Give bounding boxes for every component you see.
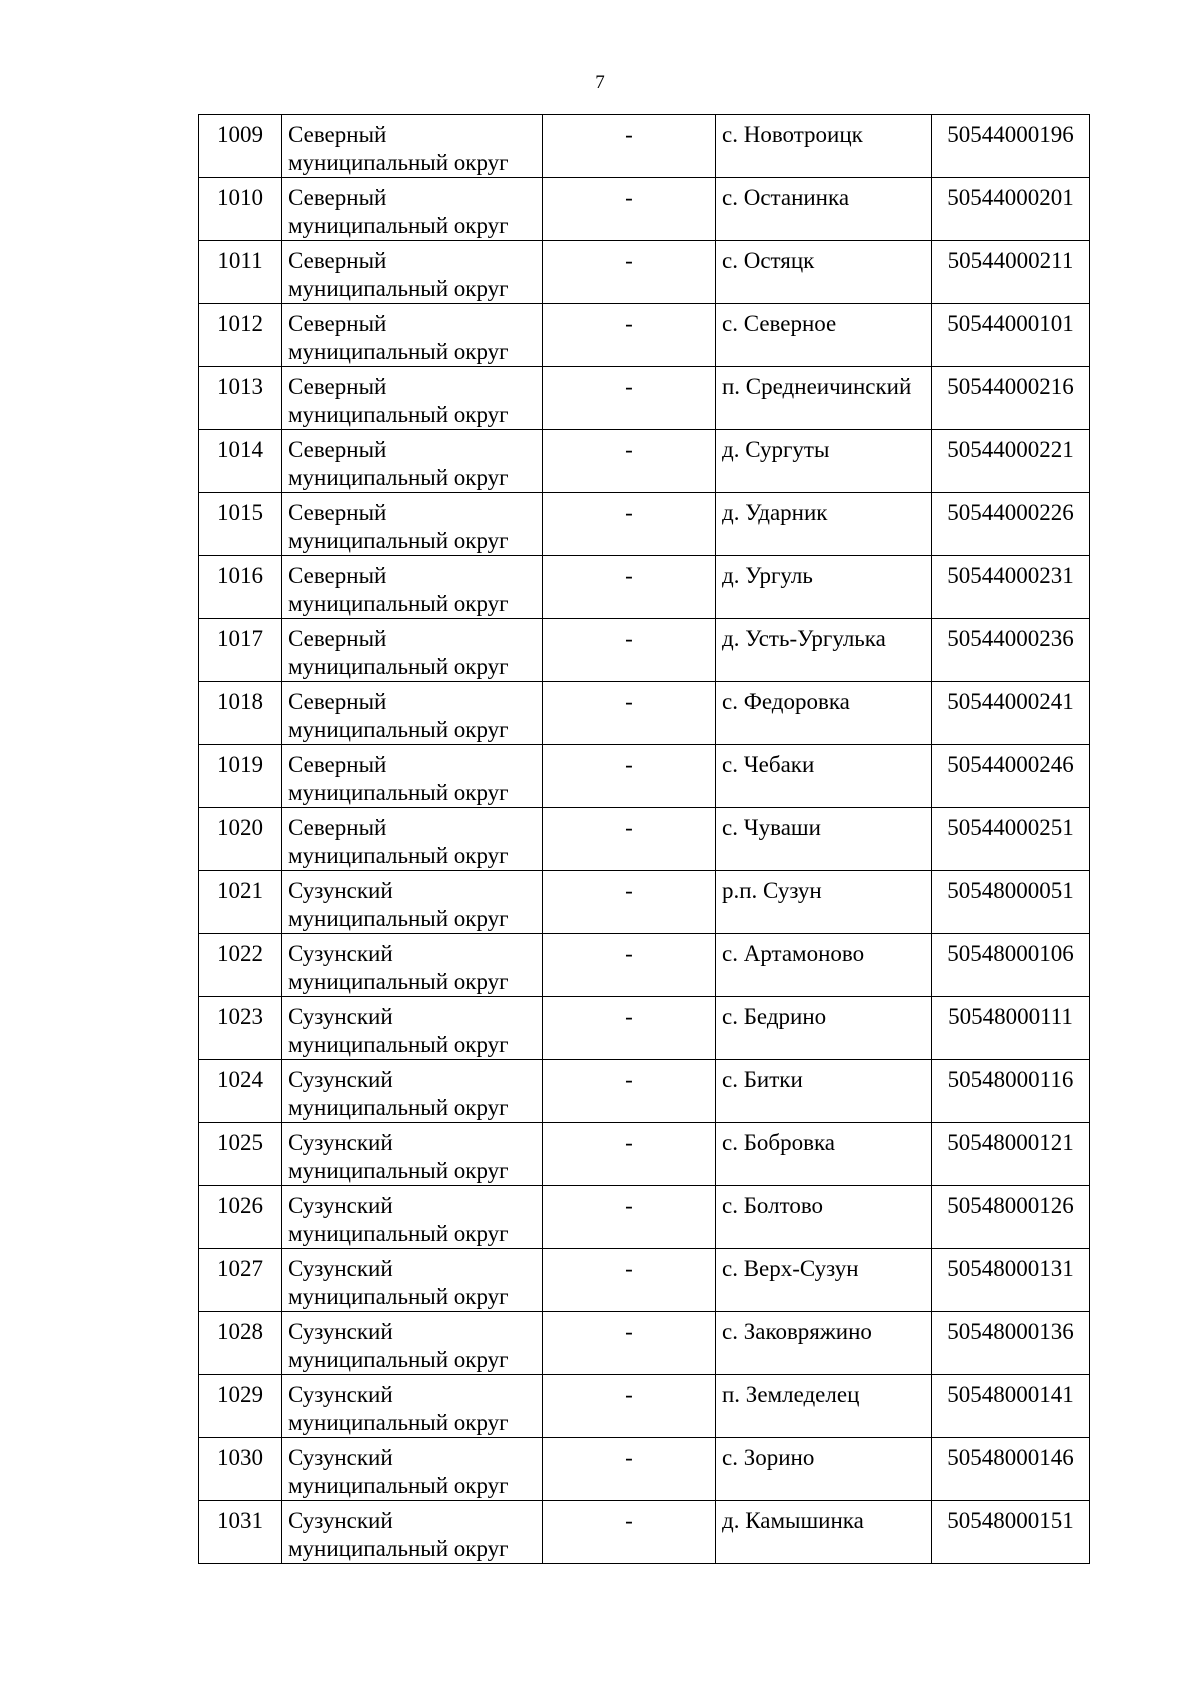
row-number-cell: 1021 [199, 871, 282, 934]
settlement-cell: с. Битки [716, 1060, 932, 1123]
settlement-cell: р.п. Сузун [716, 871, 932, 934]
dash-cell: - [543, 1501, 716, 1564]
row-number-cell: 1023 [199, 997, 282, 1060]
district-cell: Северный муниципальный округ [282, 115, 543, 178]
row-number-cell: 1014 [199, 430, 282, 493]
row-number-cell: 1012 [199, 304, 282, 367]
oktmo-code-cell: 50548000126 [932, 1186, 1090, 1249]
table-row [199, 556, 1090, 619]
dash-cell: - [543, 934, 716, 997]
dash-cell: - [543, 1060, 716, 1123]
oktmo-code-cell: 50544000231 [932, 556, 1090, 619]
district-cell: Сузунский муниципальный округ [282, 1186, 543, 1249]
district-cell: Северный муниципальный округ [282, 556, 543, 619]
oktmo-code-cell: 50548000136 [932, 1312, 1090, 1375]
district-cell: Северный муниципальный округ [282, 178, 543, 241]
dash-cell: - [543, 178, 716, 241]
oktmo-code-cell: 50544000246 [932, 745, 1090, 808]
oktmo-code-cell: 50548000146 [932, 1438, 1090, 1501]
dash-cell: - [543, 1438, 716, 1501]
table-row [199, 619, 1090, 682]
table-row [199, 682, 1090, 745]
settlement-cell: с. Северное [716, 304, 932, 367]
district-cell: Сузунский муниципальный округ [282, 1312, 543, 1375]
settlement-cell: д. Камышинка [716, 1501, 932, 1564]
oktmo-code-cell: 50544000201 [932, 178, 1090, 241]
oktmo-code-cell: 50544000251 [932, 808, 1090, 871]
row-number-cell: 1030 [199, 1438, 282, 1501]
district-cell: Северный муниципальный округ [282, 430, 543, 493]
settlement-cell: п. Среднеичинский [716, 367, 932, 430]
settlement-cell: с. Заковряжино [716, 1312, 932, 1375]
row-number-cell: 1022 [199, 934, 282, 997]
table-row [199, 1060, 1090, 1123]
row-number-cell: 1010 [199, 178, 282, 241]
row-number-cell: 1016 [199, 556, 282, 619]
table-row [199, 178, 1090, 241]
oktmo-code-cell: 50544000236 [932, 619, 1090, 682]
district-cell: Сузунский муниципальный округ [282, 1438, 543, 1501]
dash-cell: - [543, 808, 716, 871]
dash-cell: - [543, 1375, 716, 1438]
district-cell: Сузунский муниципальный округ [282, 1123, 543, 1186]
district-cell: Северный муниципальный округ [282, 808, 543, 871]
table-row [199, 1438, 1090, 1501]
district-cell: Северный муниципальный округ [282, 367, 543, 430]
settlement-cell: с. Новотроицк [716, 115, 932, 178]
settlement-cell: д. Сургуты [716, 430, 932, 493]
settlement-cell: с. Останинка [716, 178, 932, 241]
table-row [199, 367, 1090, 430]
row-number-cell: 1025 [199, 1123, 282, 1186]
dash-cell: - [543, 871, 716, 934]
settlement-cell: д. Ударник [716, 493, 932, 556]
oktmo-code-cell: 50544000241 [932, 682, 1090, 745]
table-row [199, 1123, 1090, 1186]
table-row [199, 808, 1090, 871]
settlement-cell: с. Чуваши [716, 808, 932, 871]
dash-cell: - [543, 115, 716, 178]
settlement-cell: д. Усть-Ургулька [716, 619, 932, 682]
row-number-cell: 1018 [199, 682, 282, 745]
dash-cell: - [543, 619, 716, 682]
table-row [199, 304, 1090, 367]
district-cell: Сузунский муниципальный округ [282, 1249, 543, 1312]
table-row [199, 1249, 1090, 1312]
district-cell: Северный муниципальный округ [282, 241, 543, 304]
dash-cell: - [543, 1186, 716, 1249]
district-cell: Сузунский муниципальный округ [282, 871, 543, 934]
table-row [199, 871, 1090, 934]
row-number-cell: 1013 [199, 367, 282, 430]
settlement-cell: с. Артамоново [716, 934, 932, 997]
dash-cell: - [543, 1312, 716, 1375]
settlement-cell: с. Бедрино [716, 997, 932, 1060]
row-number-cell: 1009 [199, 115, 282, 178]
settlement-cell: с. Верх-Сузун [716, 1249, 932, 1312]
district-cell: Сузунский муниципальный округ [282, 997, 543, 1060]
row-number-cell: 1026 [199, 1186, 282, 1249]
settlement-cell: с. Зорино [716, 1438, 932, 1501]
oktmo-code-cell: 50548000121 [932, 1123, 1090, 1186]
district-cell: Северный муниципальный округ [282, 682, 543, 745]
row-number-cell: 1028 [199, 1312, 282, 1375]
table-row [199, 115, 1090, 178]
row-number-cell: 1017 [199, 619, 282, 682]
oktmo-code-cell: 50544000101 [932, 304, 1090, 367]
district-cell: Северный муниципальный округ [282, 745, 543, 808]
oktmo-code-cell: 50544000211 [932, 241, 1090, 304]
oktmo-code-cell: 50544000221 [932, 430, 1090, 493]
row-number-cell: 1011 [199, 241, 282, 304]
table-row [199, 241, 1090, 304]
oktmo-code-cell: 50544000216 [932, 367, 1090, 430]
dash-cell: - [543, 493, 716, 556]
oktmo-code-cell: 50548000141 [932, 1375, 1090, 1438]
oktmo-code-cell: 50548000131 [932, 1249, 1090, 1312]
settlement-cell: с. Бобровка [716, 1123, 932, 1186]
district-cell: Северный муниципальный округ [282, 619, 543, 682]
oktmo-code-cell: 50548000151 [932, 1501, 1090, 1564]
settlement-cell: п. Земледелец [716, 1375, 932, 1438]
district-cell: Сузунский муниципальный округ [282, 1375, 543, 1438]
row-number-cell: 1031 [199, 1501, 282, 1564]
dash-cell: - [543, 745, 716, 808]
table-row [199, 430, 1090, 493]
table-row [199, 997, 1090, 1060]
table-row [199, 745, 1090, 808]
dash-cell: - [543, 241, 716, 304]
dash-cell: - [543, 304, 716, 367]
table-row [199, 493, 1090, 556]
settlement-cell: с. Федоровка [716, 682, 932, 745]
page-number: 7 [595, 72, 605, 93]
oktmo-code-cell: 50544000226 [932, 493, 1090, 556]
table-row [199, 1312, 1090, 1375]
oktmo-code-cell: 50548000051 [932, 871, 1090, 934]
district-cell: Северный муниципальный округ [282, 493, 543, 556]
table-row [199, 1375, 1090, 1438]
district-cell: Северный муниципальный округ [282, 304, 543, 367]
dash-cell: - [543, 1249, 716, 1312]
table-row [199, 1501, 1090, 1564]
oktmo-code-cell: 50544000196 [932, 115, 1090, 178]
table-row [199, 934, 1090, 997]
dash-cell: - [543, 682, 716, 745]
district-cell: Сузунский муниципальный округ [282, 934, 543, 997]
settlement-cell: с. Остяцк [716, 241, 932, 304]
oktmo-code-cell: 50548000116 [932, 1060, 1090, 1123]
table-row [199, 1186, 1090, 1249]
row-number-cell: 1015 [199, 493, 282, 556]
row-number-cell: 1019 [199, 745, 282, 808]
table-body [199, 115, 1090, 1564]
dash-cell: - [543, 556, 716, 619]
row-number-cell: 1029 [199, 1375, 282, 1438]
row-number-cell: 1020 [199, 808, 282, 871]
settlement-cell: с. Чебаки [716, 745, 932, 808]
row-number-cell: 1027 [199, 1249, 282, 1312]
oktmo-code-cell: 50548000111 [932, 997, 1090, 1060]
district-cell: Сузунский муниципальный округ [282, 1060, 543, 1123]
dash-cell: - [543, 997, 716, 1060]
dash-cell: - [543, 367, 716, 430]
dash-cell: - [543, 430, 716, 493]
oktmo-code-cell: 50548000106 [932, 934, 1090, 997]
settlements-table [198, 114, 1090, 1564]
dash-cell: - [543, 1123, 716, 1186]
settlement-cell: д. Ургуль [716, 556, 932, 619]
row-number-cell: 1024 [199, 1060, 282, 1123]
settlement-cell: с. Болтово [716, 1186, 932, 1249]
district-cell: Сузунский муниципальный округ [282, 1501, 543, 1564]
